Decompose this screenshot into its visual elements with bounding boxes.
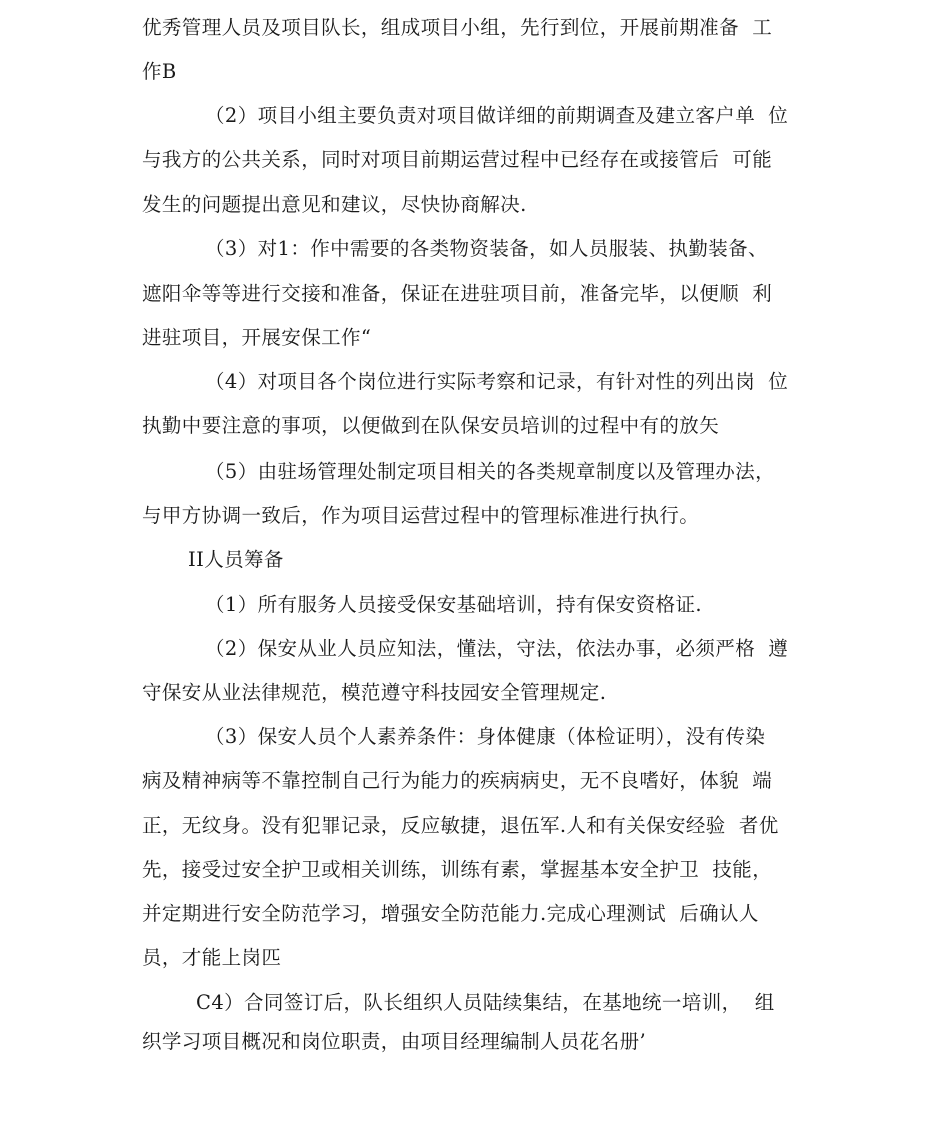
section-heading: II人员筹备 <box>188 548 284 571</box>
text-line-22: 员，才能上岗匹 <box>142 946 282 969</box>
text-line-12: 与甲方协调一致后，作为项目运营过程中的管理标准进行执行。 <box>142 504 700 527</box>
text-line-7: 遮阳伞等等进行交接和准备，保证在进驻项目前，准备完毕，以便顺 利 <box>142 282 773 305</box>
text-line-16: 守保安从业法律规范，模范遵守科技园安全管理规定. <box>142 681 607 704</box>
text-line-17: （3）保安人员个人素养条件：身体健康（体检证明），没有传染 <box>205 725 766 748</box>
text-line-2: 作B <box>142 60 177 83</box>
text-line-4: 与我方的公共关系，同时对项目前期运营过程中已经存在或接管后 可能 <box>142 148 773 171</box>
text-line-5: 发生的问题提出意见和建议，尽快协商解决. <box>142 193 527 216</box>
text-line-15: （2）保安从业人员应知法，懂法，守法，依法办事，必须严格 遵 <box>205 637 789 660</box>
text-line-24: 织学习项目概况和岗位职责，由项目经理编制人员花名册’ <box>142 1030 647 1053</box>
text-line-3: （2）项目小组主要负责对项目做详细的前期调查及建立客户单 位 <box>205 104 789 127</box>
text-line-10: 执勤中要注意的事项，以便做到在队保安员培训的过程中有的放矢 <box>142 414 720 437</box>
text-line-20: 先，接受过安全护卫或相关训练，训练有素，掌握基本安全护卫 技能， <box>142 858 773 881</box>
text-line-6: （3）对1：作中需要的各类物资装备，如人员服装、执勤装备、 <box>205 237 768 260</box>
text-line-18: 病及精神病等不靠控制自己行为能力的疾病病史，无不良嗜好，体貌 端 <box>142 769 773 792</box>
text-line-23: C4）合同签订后，队长组织人员陆续集结，在基地统一培训， 组 <box>196 991 775 1014</box>
text-line-8: 进驻项目，开展安保工作“ <box>142 326 372 349</box>
text-line-1: 优秀管理人员及项目队长，组成项目小组，先行到位，开展前期准备 工 <box>142 16 773 39</box>
text-line-21: 并定期进行安全防范学习，增强安全防范能力.完成心理测试 后确认人 <box>142 902 759 925</box>
text-line-19: 正，无纹身。没有犯罪记录，反应敏捷，退伍军.人和有关保安经验 者优 <box>142 814 779 837</box>
text-line-9: （4）对项目各个岗位进行实际考察和记录，有针对性的列出岗 位 <box>205 370 789 393</box>
text-line-11: （5）由驻场管理处制定项目相关的各类规章制度以及管理办法， <box>205 460 776 483</box>
text-line-14: （1）所有服务人员接受保安基础培训，持有保安资格证. <box>205 593 703 616</box>
